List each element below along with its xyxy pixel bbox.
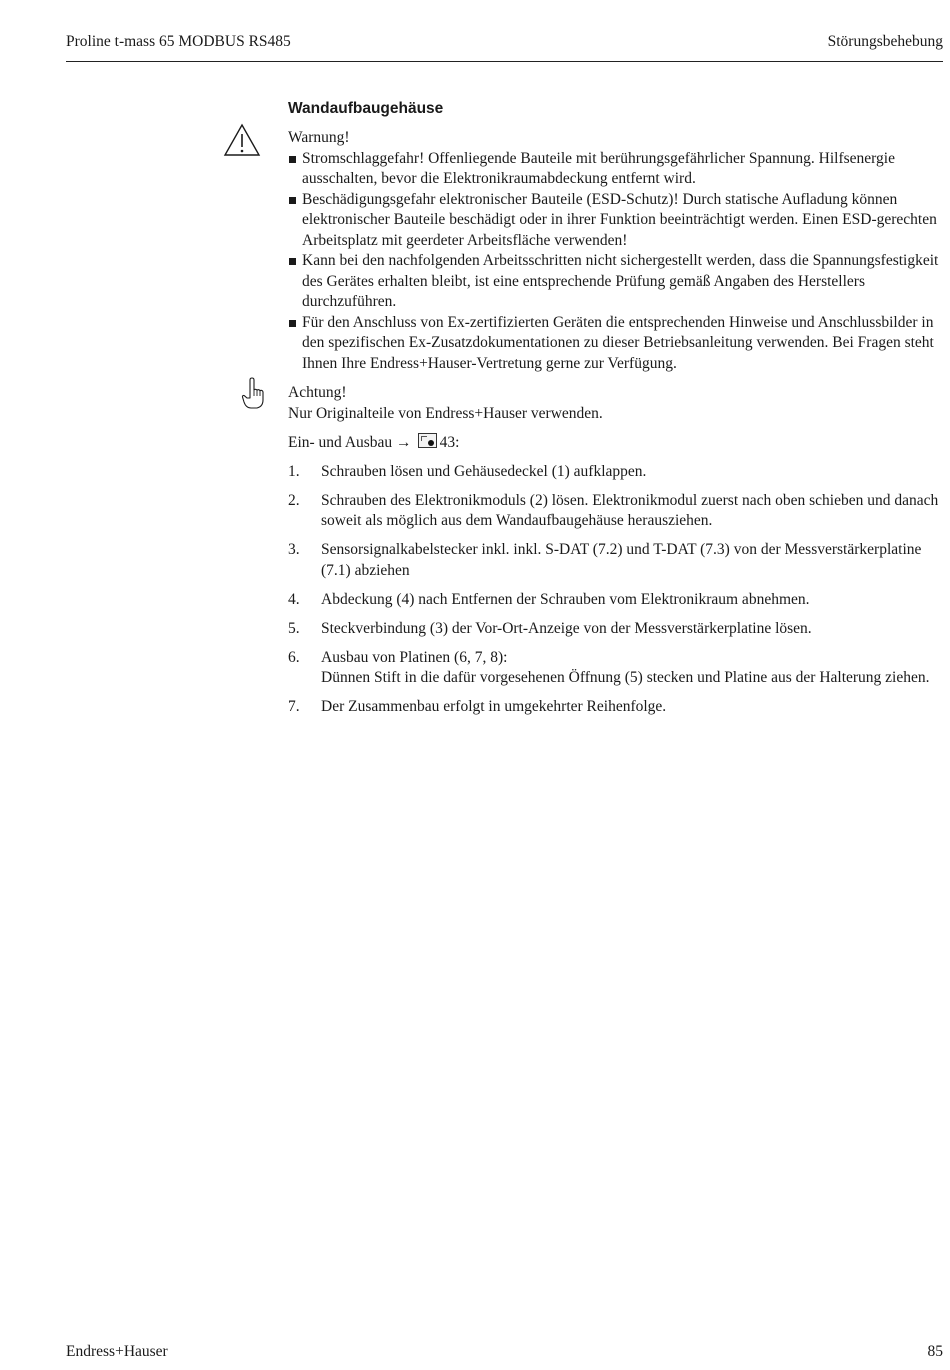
footer-brand: Endress+Hauser [66,1343,168,1360]
header-product-title: Proline t-mass 65 MODBUS RS485 [66,33,291,50]
header-chapter-title: Störungsbehebung [827,33,943,50]
step-item: 2. Schrauben des Elektronikmoduls (2) lösen. Elektronikmodul zuerst nach oben schieben und danach soweit als möglich aus dem Wandaufbaugehäuse herausziehen. [288,491,939,529]
section-heading: Wandaufbaugehäuse [288,100,444,117]
figure-reference: Ein- und Ausbau → 43: [288,434,460,451]
warning-list [288,149,943,375]
step-item: 1. Schrauben lösen und Gehäusedeckel (1) aufklappen. [288,462,647,480]
step-item: 4. Abdeckung (4) nach Entfernen der Schrauben vom Elektronikraum abnehmen. [288,590,810,608]
page-number: 85 [927,1343,943,1360]
warning-item: Kann bei den nachfolgenden Arbeitsschritten nicht sichergestellt werden, dass die Spannungsfestigkeit des Gerätes erhalten bleibt, ist eine entsprechende Prüfung gemäß Angaben des Herstellers durchzuführen. [288,251,943,313]
figure-icon [418,433,437,448]
warning-item: Stromschlaggefahr! Offenliegende Bauteile mit berührungsgefährlicher Spannung. Hilfsenergie ausschalten, bevor die Elektronikraumabdeckung entfernt wird. [288,149,943,190]
step-item: 5. Steckverbindung (3) der Vor-Ort-Anzeige von der Messverstärkerplatine lösen. [288,619,812,637]
pointing-hand-icon [241,376,265,410]
warning-item: Beschädigungsgefahr elektronischer Bauteile (ESD-Schutz)! Durch statische Aufladung können elektronischer Bauteile beschädigt oder in ihrer Funktion beeinträchtigt werden. Einen ESD-gerechten Arbeitsplatz mit geerdeter Arbeitsfläche verwenden! [288,190,943,252]
step-item: 6. Ausbau von Platinen (6, 7, 8): Dünnen Stift in die dafür vorgesehenen Öffnung (5) stecken und Platine aus der Halterung ziehen. [288,648,930,686]
step-item: 3. Sensorsignalkabelstecker inkl. inkl. S-DAT (7.2) und T-DAT (7.3) von der Messverstärkerplatine (7.1) abziehen [288,541,922,579]
warning-item: Für den Anschluss von Ex-zertifizierten Geräten die entsprechenden Hinweise und Anschlussbilder in den spezifischen Ex-Zusatzdokumentationen zu dieser Betriebsanleitung verwenden. Bei Fragen steht Ihnen Ihre Endress+Hauser-Vertretung gerne zur Verfügung. [288,313,943,375]
steps-list [288,462,943,718]
caution-text: Nur Originalteile von Endress+Hauser verwenden. [288,404,603,422]
warning-label: Warnung! [288,129,350,146]
warning-icon [223,123,261,157]
page-header [66,33,943,62]
main-content [288,98,943,726]
caution-label: Achtung! [288,384,347,401]
step-item: 7. Der Zusammenbau erfolgt in umgekehrter Reihenfolge. [288,698,667,715]
